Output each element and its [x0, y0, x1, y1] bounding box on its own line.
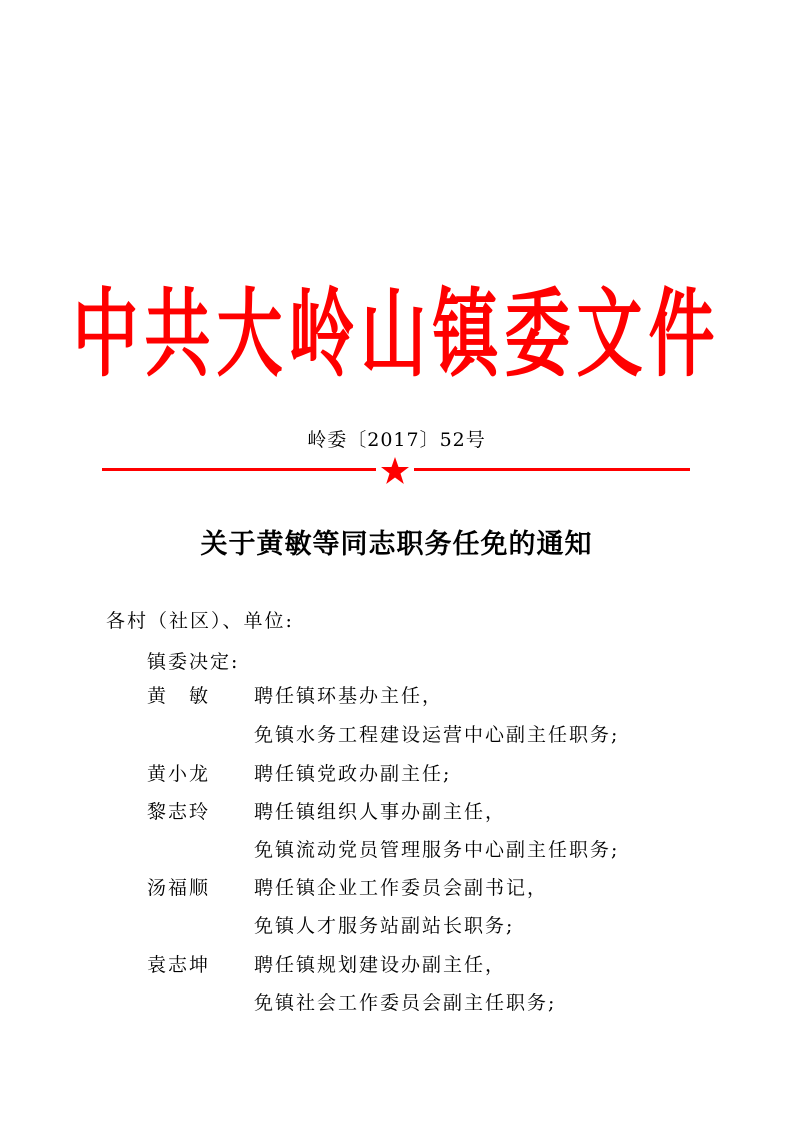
appointment-line: 聘任镇环基办主任，	[254, 685, 444, 707]
decision-intro: 镇委决定:	[147, 651, 240, 673]
red-divider-left	[102, 468, 376, 471]
red-divider-right	[414, 468, 690, 471]
appointment-line: 免镇流动党员管理服务中心副主任职务;	[254, 839, 620, 861]
appointee-name: 黎志玲	[147, 801, 211, 823]
appointment-line: 聘任镇党政办副主任;	[254, 763, 452, 785]
appointment-line: 免镇社会工作委员会副主任职务;	[254, 992, 557, 1014]
appointment-line: 聘任镇规划建设办副主任，	[254, 954, 507, 976]
appointee-name: 黄小龙	[147, 763, 211, 785]
red-star-icon	[380, 456, 410, 486]
appointee-name: 袁志坤	[147, 954, 211, 976]
appointee-name: 汤福顺	[147, 877, 211, 899]
appointment-line: 免镇人才服务站副站长职务;	[254, 915, 515, 937]
appointee-name: 黄 敏	[147, 685, 211, 707]
appointment-line: 聘任镇组织人事办副主任，	[254, 801, 507, 823]
salutation: 各村（社区）、单位:	[106, 610, 294, 632]
document-header-title: 中共大岭山镇委文件	[72, 277, 721, 390]
document-number: 岭委〔2017〕52号	[307, 429, 486, 451]
appointment-line: 免镇水务工程建设运营中心副主任职务;	[254, 724, 620, 746]
notice-title: 关于黄敏等同志职务任免的通知	[200, 529, 593, 560]
appointment-line: 聘任镇企业工作委员会副书记，	[254, 877, 549, 899]
